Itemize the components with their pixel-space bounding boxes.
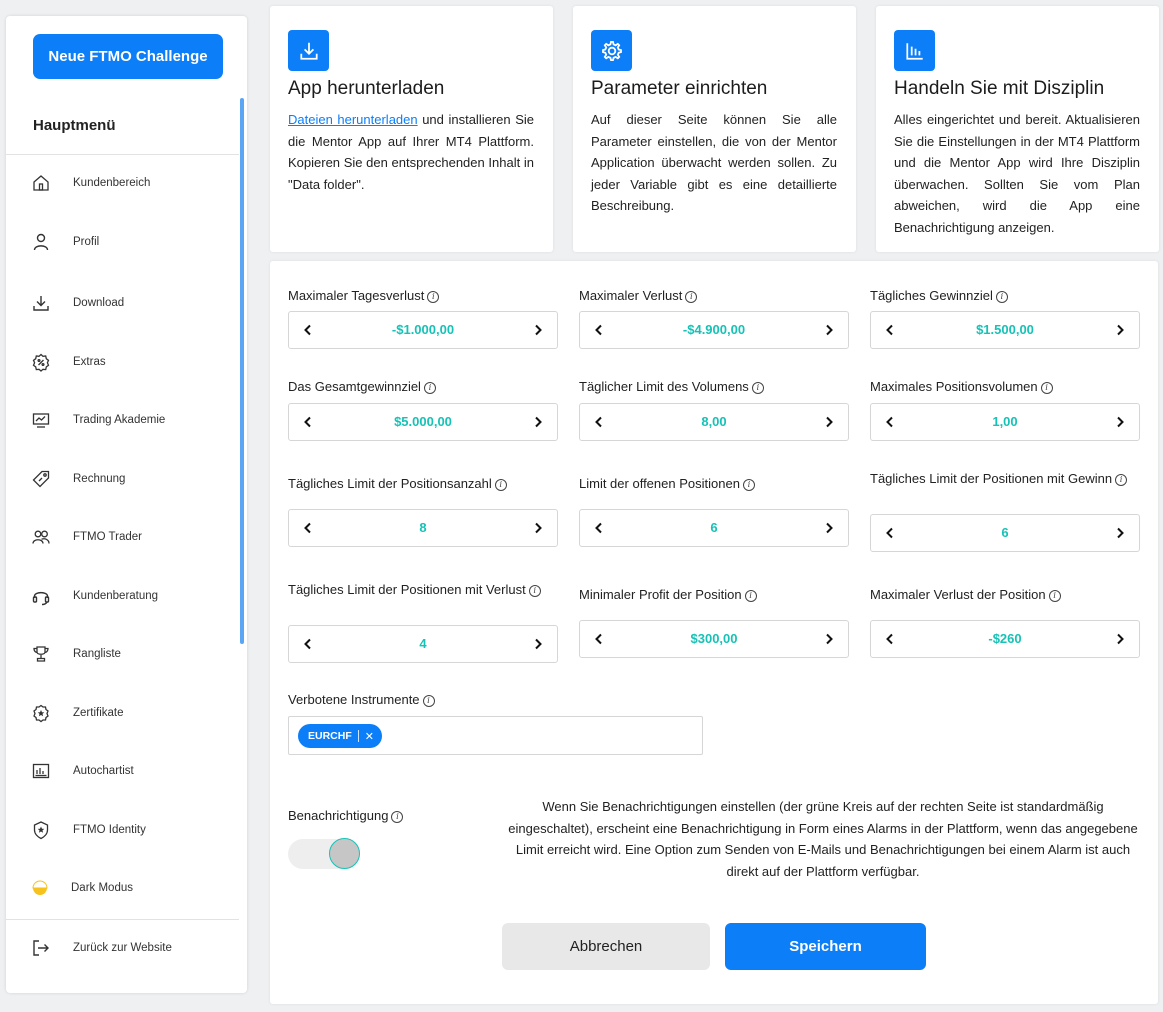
info-icon[interactable]: i — [424, 382, 436, 394]
notification-description: Wenn Sie Benachrichtigungen einstellen (der grüne Kreis auf der rechten Seite ist standardmäßig eingeschaltet), erscheint eine Benachrichtigung in Form eines Alarms in der Plattform, wenn das angegebene Limit erreicht wird. Eine Option zum Senden von E-Mails und Benachrichtigungen bei einem Alarm ist auch direkt auf der Plattform verfügbar. — [508, 799, 1138, 879]
card-parameters — [573, 6, 856, 252]
sidebar-item-label: FTMO Trader — [73, 531, 143, 543]
increment-chevron-right-icon[interactable] — [812, 404, 846, 440]
stepper-value[interactable]: $5.000,00 — [394, 414, 452, 429]
stepper-value[interactable]: -$4.900,00 — [682, 322, 746, 337]
download-icon — [31, 293, 51, 313]
stepper-value[interactable]: 8 — [419, 520, 427, 535]
sidebar-item-rangliste[interactable] — [6, 634, 239, 674]
value-stepper[interactable] — [870, 514, 1140, 552]
remove-tag-icon[interactable]: ✕ — [364, 730, 374, 743]
parameter-field — [579, 287, 849, 305]
decrement-chevron-left-icon[interactable] — [582, 510, 616, 546]
notification-field — [288, 807, 488, 825]
sidebar-item-label: Rechnung — [73, 473, 126, 485]
sidebar-item-label: Trading Akademie — [73, 414, 166, 426]
divider — [6, 154, 239, 155]
increment-chevron-right-icon[interactable] — [521, 510, 555, 546]
dark-mode-toggle[interactable] — [6, 868, 239, 908]
new-ftmo-challenge-button[interactable]: Neue FTMO Challenge — [33, 34, 223, 79]
stepper-value[interactable]: -$1.000,00 — [391, 322, 455, 337]
decrement-chevron-left-icon[interactable] — [291, 510, 325, 546]
notification-toggle[interactable] — [288, 839, 360, 869]
exit-icon — [31, 938, 51, 958]
decrement-chevron-left-icon[interactable] — [873, 312, 907, 348]
info-icon[interactable]: i — [745, 590, 757, 602]
field-label: Tägliches Limit der Positionen mit Gewinn i — [870, 471, 1127, 486]
sidebar-item-label: Kundenberatung — [73, 590, 159, 602]
info-icon[interactable]: i — [423, 695, 435, 707]
sidebar-item-trading-akademie[interactable] — [6, 400, 239, 440]
parameter-field — [288, 378, 558, 396]
value-stepper[interactable] — [579, 620, 849, 658]
parameter-field — [288, 287, 558, 305]
card-text-body: und installieren Sie die Mentor App auf Ihrer MT4 Plattform. Kopieren Sie den entsprechenden Inhalt in "Data folder". — [288, 112, 534, 192]
increment-chevron-right-icon[interactable] — [1103, 404, 1137, 440]
download-icon — [288, 30, 329, 71]
tag-icon — [31, 469, 51, 489]
sidebar-item-label: Download — [73, 297, 125, 309]
sidebar-item-label: Zertifikate — [73, 707, 124, 719]
parameter-field — [579, 586, 849, 604]
increment-chevron-right-icon[interactable] — [1103, 515, 1137, 551]
decrement-chevron-left-icon[interactable] — [873, 515, 907, 551]
trophy-icon — [31, 644, 51, 664]
stepper-value[interactable]: $1.500,00 — [976, 322, 1034, 337]
card-discipline — [876, 6, 1159, 252]
sidebar-item-rechnung[interactable] — [6, 459, 239, 499]
increment-chevron-right-icon[interactable] — [812, 312, 846, 348]
bar-chart-icon — [894, 30, 935, 71]
value-stepper[interactable] — [288, 403, 558, 441]
user-icon — [31, 232, 51, 252]
decrement-chevron-left-icon[interactable] — [291, 626, 325, 662]
parameters-panel — [270, 261, 1158, 1004]
field-label: Das Gesamtgewinnziel i — [288, 379, 436, 394]
increment-chevron-right-icon[interactable] — [521, 404, 555, 440]
sidebar-item-label: Extras — [73, 356, 106, 368]
increment-chevron-right-icon[interactable] — [812, 621, 846, 657]
forbidden-instruments-input[interactable] — [288, 716, 703, 755]
stepper-value[interactable]: $300,00 — [690, 631, 738, 646]
decrement-chevron-left-icon[interactable] — [582, 404, 616, 440]
card-title: Parameter einrichten — [591, 78, 768, 99]
info-icon[interactable]: i — [1049, 590, 1061, 602]
tag-label: EURCHF — [308, 730, 352, 742]
field-label: Maximaler Verlust i — [579, 288, 697, 303]
info-icon[interactable]: i — [752, 382, 764, 394]
field-label: Benachrichtigung i — [288, 808, 403, 823]
field-label: Tägliches Limit der Positionen mit Verlust i — [288, 582, 541, 597]
value-stepper[interactable] — [288, 509, 558, 547]
increment-chevron-right-icon[interactable] — [521, 312, 555, 348]
forbidden-instruments-field — [288, 691, 588, 709]
value-stepper[interactable] — [288, 625, 558, 663]
field-label: Maximaler Verlust der Position i — [870, 587, 1061, 602]
save-button[interactable]: Speichern — [725, 923, 926, 970]
sidebar-item-download[interactable] — [6, 283, 239, 323]
card-text — [288, 109, 534, 195]
parameter-field — [579, 475, 849, 493]
info-icon[interactable]: i — [529, 585, 541, 597]
decrement-chevron-left-icon[interactable] — [582, 312, 616, 348]
info-icon[interactable]: i — [996, 291, 1008, 303]
instrument-tag — [298, 724, 382, 748]
info-icon[interactable]: i — [1041, 382, 1053, 394]
increment-chevron-right-icon[interactable] — [521, 626, 555, 662]
field-label: Limit der offenen Positionen i — [579, 476, 755, 491]
tag-separator — [358, 730, 359, 742]
value-stepper[interactable] — [579, 403, 849, 441]
info-icon[interactable]: i — [391, 811, 403, 823]
back-to-website-link[interactable] — [6, 928, 239, 968]
card-title: Handeln Sie mit Disziplin — [894, 78, 1105, 99]
headset-icon — [31, 586, 51, 606]
sidebar-item-label: Zurück zur Website — [73, 942, 172, 954]
sidebar-scrollbar[interactable] — [240, 98, 244, 644]
value-stepper[interactable] — [579, 509, 849, 547]
home-icon — [31, 173, 51, 193]
field-label: Täglicher Limit des Volumens i — [579, 379, 764, 394]
decrement-chevron-left-icon[interactable] — [291, 312, 325, 348]
sidebar-item-label: Kundenbereich — [73, 177, 151, 189]
parameter-field — [288, 581, 558, 599]
parameter-field — [870, 470, 1140, 488]
info-icon[interactable]: i — [427, 291, 439, 303]
download-files-link[interactable]: Dateien herunterladen — [288, 112, 418, 127]
bar-chart-icon — [31, 761, 51, 781]
field-label: Verbotene Instrumente i — [288, 692, 435, 707]
field-label: Maximales Positionsvolumen i — [870, 379, 1053, 394]
decrement-chevron-left-icon[interactable] — [582, 621, 616, 657]
value-stepper[interactable] — [870, 620, 1140, 658]
value-stepper[interactable] — [579, 311, 849, 349]
sidebar-item-kundenbereich[interactable] — [6, 163, 239, 203]
sidebar-item-label: FTMO Identity — [73, 824, 146, 836]
parameter-field — [870, 586, 1140, 604]
parameter-field — [288, 475, 558, 493]
sidebar-item-label: Rangliste — [73, 648, 121, 660]
sidebar-item-ftmo-trader[interactable] — [6, 517, 239, 557]
info-icon[interactable]: i — [1115, 474, 1127, 486]
chart-screen-icon — [31, 410, 51, 430]
parameter-field — [579, 378, 849, 396]
value-stepper[interactable] — [288, 311, 558, 349]
card-text: Auf dieser Seite können Sie alle Parameter einstellen, die von der Mentor Application überwacht werden sollen. Zu jeder Variable gibt es eine detaillierte Beschreibung. — [591, 112, 837, 213]
increment-chevron-right-icon[interactable] — [1103, 621, 1137, 657]
value-stepper[interactable] — [870, 403, 1140, 441]
field-label: Tägliches Gewinnziel i — [870, 288, 1008, 303]
stepper-value[interactable]: 6 — [710, 520, 718, 535]
percent-badge-icon — [31, 352, 51, 372]
info-icon[interactable]: i — [495, 479, 507, 491]
decrement-chevron-left-icon[interactable] — [873, 404, 907, 440]
value-stepper[interactable] — [870, 311, 1140, 349]
increment-chevron-right-icon[interactable] — [1103, 312, 1137, 348]
stepper-value[interactable]: 4 — [419, 636, 427, 651]
decrement-chevron-left-icon[interactable] — [291, 404, 325, 440]
decrement-chevron-left-icon[interactable] — [873, 621, 907, 657]
sidebar-item-label: Profil — [73, 236, 100, 248]
sidebar-item-label: Dark Modus — [71, 882, 133, 894]
sidebar-item-autochartist[interactable] — [6, 751, 239, 791]
stepper-value[interactable]: 8,00 — [701, 414, 727, 429]
stepper-value[interactable]: 1,00 — [992, 414, 1018, 429]
identity-badge-icon — [31, 820, 51, 840]
half-moon-icon — [30, 878, 50, 898]
card-title: App herunterladen — [288, 78, 445, 99]
info-icon[interactable]: i — [743, 479, 755, 491]
stepper-value[interactable]: -$260 — [988, 631, 1022, 646]
card-text: Alles eingerichtet und bereit. Aktualisieren Sie die Einstellungen in der MT4 Plattform und die Mentor App wird Ihre Disziplin überwachen. Sollten Sie vom Plan abweichen, wird die App eine Benachrichtigung anzeigen. — [894, 112, 1140, 235]
increment-chevron-right-icon[interactable] — [812, 510, 846, 546]
field-label: Maximaler Tagesverlust i — [288, 288, 439, 303]
sidebar-item-label: Autochartist — [73, 765, 134, 777]
sidebar-item-kundenberatung[interactable] — [6, 576, 239, 616]
parameter-field — [870, 378, 1140, 396]
sidebar-item-ftmo-identity[interactable] — [6, 810, 239, 850]
field-label: Minimaler Profit der Position i — [579, 587, 757, 602]
stepper-value[interactable]: 6 — [1001, 525, 1009, 540]
users-icon — [31, 527, 51, 547]
divider — [6, 919, 239, 920]
cancel-button[interactable]: Abbrechen — [502, 923, 710, 970]
sidebar-item-extras[interactable] — [6, 342, 239, 382]
sidebar-item-profil[interactable] — [6, 222, 239, 262]
certificate-icon — [31, 703, 51, 723]
gear-icon — [591, 30, 632, 71]
parameter-field — [870, 287, 1140, 305]
sidebar-item-zertifikate[interactable] — [6, 693, 239, 733]
field-label: Tägliches Limit der Positionsanzahl i — [288, 476, 507, 491]
info-icon[interactable]: i — [685, 291, 697, 303]
menu-title: Hauptmenü — [33, 117, 116, 134]
sidebar — [6, 16, 247, 993]
toggle-knob — [329, 838, 360, 869]
card-app-download — [270, 6, 553, 252]
